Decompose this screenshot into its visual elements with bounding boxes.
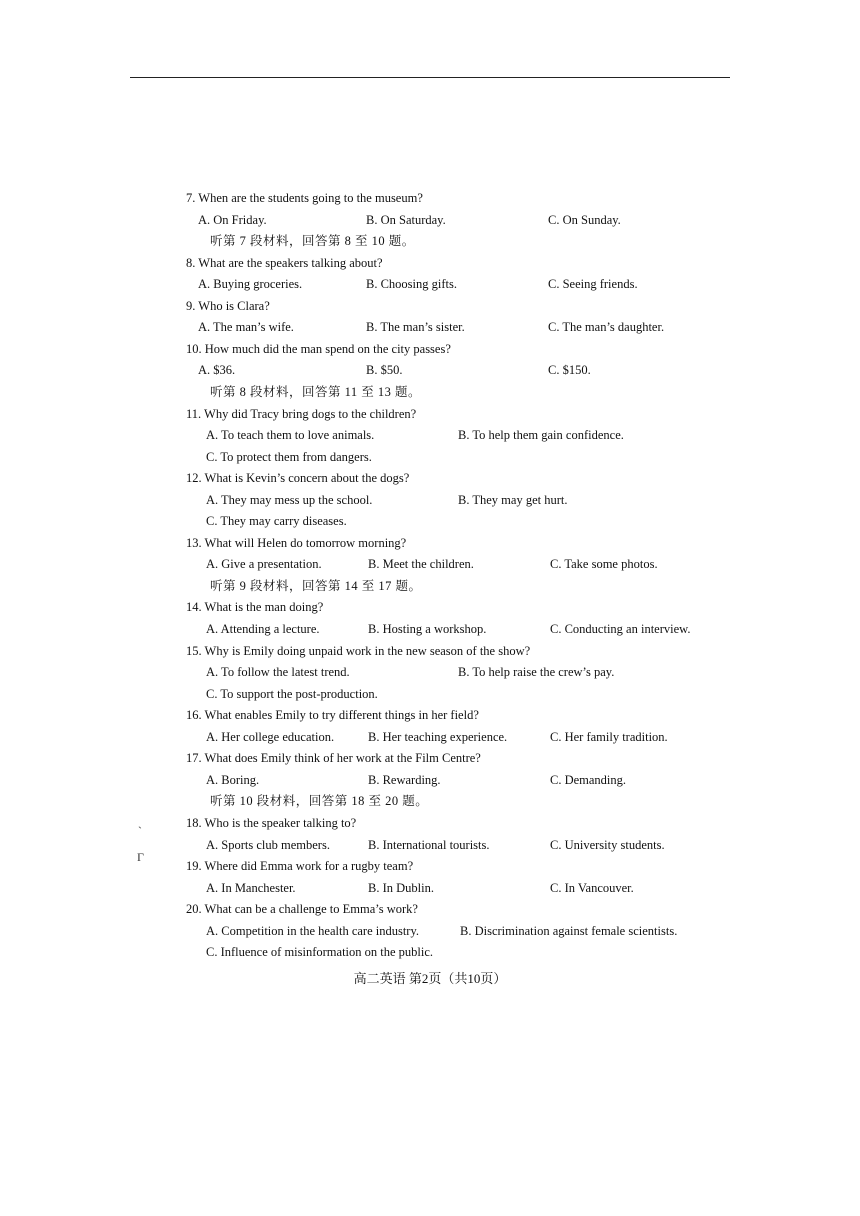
question-text: 7. When are the students going to the museum?: [186, 191, 423, 205]
option-a: A. In Manchester.: [206, 881, 296, 895]
margin-mark-1: `: [138, 824, 142, 838]
question-text: 12. What is Kevin’s concern about the dogs?: [186, 471, 410, 485]
option-a: A. On Friday.: [198, 213, 267, 227]
section-instruction: 听第 9 段材料，回答第 14 至 17 题。: [210, 579, 422, 593]
question-text: 20. What can be a challenge to Emma’s work?: [186, 902, 418, 916]
option-b: B. The man’s sister.: [366, 320, 465, 334]
option-b: B. Meet the children.: [368, 557, 474, 571]
option-c: C. They may carry diseases.: [206, 514, 347, 528]
section-instruction: 听第 10 段材料，回答第 18 至 20 题。: [210, 794, 429, 808]
option-b: B. To help them gain confidence.: [458, 428, 624, 442]
option-c: C. To protect them from dangers.: [206, 450, 372, 464]
option-a: A. They may mess up the school.: [206, 493, 373, 507]
option-a: A. The man’s wife.: [198, 320, 294, 334]
option-a: A. Buying groceries.: [198, 277, 303, 291]
option-b: B. They may get hurt.: [458, 493, 568, 507]
option-a: A. To teach them to love animals.: [206, 428, 375, 442]
option-b: B. $50.: [366, 363, 403, 377]
question-text: 19. Where did Emma work for a rugby team?: [186, 859, 414, 873]
option-c: C. Take some photos.: [550, 557, 658, 571]
option-b: B. Choosing gifts.: [366, 277, 457, 291]
option-a: A. To follow the latest trend.: [206, 665, 350, 679]
section-instruction: 听第 8 段材料，回答第 11 至 13 题。: [210, 385, 422, 399]
option-c: C. The man’s daughter.: [548, 320, 665, 334]
option-b: B. To help raise the crew’s pay.: [458, 665, 615, 679]
option-c: C. University students.: [550, 838, 665, 852]
option-c: C. Conducting an interview.: [550, 622, 691, 636]
margin-mark-2: Γ: [137, 850, 144, 864]
option-b: B. Hosting a workshop.: [368, 622, 487, 636]
option-b: B. On Saturday.: [366, 213, 446, 227]
question-text: 11. Why did Tracy bring dogs to the children?: [186, 407, 417, 421]
question-text: 9. Who is Clara?: [186, 299, 270, 313]
option-a: A. Give a presentation.: [206, 557, 322, 571]
option-b: B. In Dublin.: [368, 881, 434, 895]
page-footer: 高二英语 第2页（共10页）: [353, 971, 507, 986]
section-instruction: 听第 7 段材料，回答第 8 至 10 题。: [210, 234, 415, 248]
option-c: C. Her family tradition.: [550, 730, 668, 744]
option-a: A. Sports club members.: [206, 838, 330, 852]
question-text: 8. What are the speakers talking about?: [186, 256, 383, 270]
top-rule: [130, 77, 730, 78]
option-a: A. $36.: [198, 363, 236, 377]
option-a: A. Attending a lecture.: [206, 622, 320, 636]
option-c: C. Seeing friends.: [548, 277, 638, 291]
option-a: A. Boring.: [206, 773, 260, 787]
option-c: C. $150.: [548, 363, 591, 377]
option-b: B. Her teaching experience.: [368, 730, 508, 744]
question-text: 15. Why is Emily doing unpaid work in the new season of the show?: [186, 644, 531, 658]
option-c: C. Influence of misinformation on the public.: [206, 945, 434, 959]
option-c: C. In Vancouver.: [550, 881, 634, 895]
question-text: 10. How much did the man spend on the city passes?: [186, 342, 451, 356]
option-b: B. Rewarding.: [368, 773, 441, 787]
option-b: B. International tourists.: [368, 838, 490, 852]
option-a: A. Her college education.: [206, 730, 335, 744]
question-text: 16. What enables Emily to try different things in her field?: [186, 708, 479, 722]
option-b: B. Discrimination against female scientists.: [460, 924, 678, 938]
option-c: C. On Sunday.: [548, 213, 621, 227]
option-c: C. To support the post-production.: [206, 687, 378, 701]
question-text: 13. What will Helen do tomorrow morning?: [186, 536, 407, 550]
question-text: 17. What does Emily think of her work at the Film Centre?: [186, 751, 481, 765]
question-text: 18. Who is the speaker talking to?: [186, 816, 357, 830]
option-a: A. Competition in the health care industry.: [206, 924, 420, 938]
option-c: C. Demanding.: [550, 773, 627, 787]
question-text: 14. What is the man doing?: [186, 600, 324, 614]
